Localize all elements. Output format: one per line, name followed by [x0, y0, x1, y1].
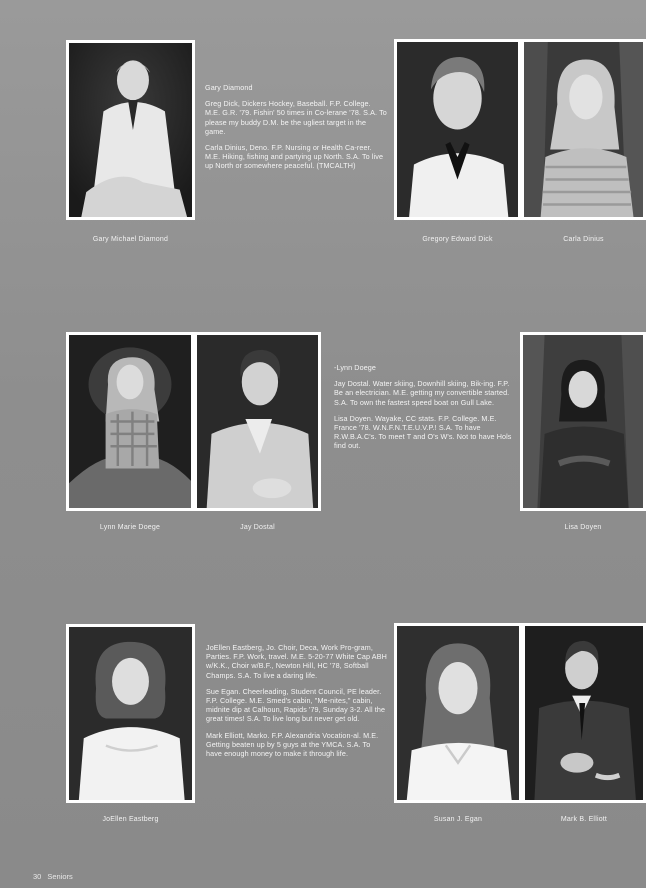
- bio-doyen: Lisa Doyen. Wayake, CC stats. F.P. College. M.E. France '78. W.N.F.N.T.E.U.V.P.! S.A. To have R.W.B.A.C's. To meet T and O's W's. Not to have Hols find out.: [334, 413, 512, 451]
- portrait-lynn-doege: [66, 332, 194, 511]
- bio-diamond: Gary Diamond: [205, 83, 253, 92]
- bio-dick: Greg Dick, Dickers Hockey, Baseball. F.P. College. M.E. G.R. '79. Fishin' 50 times in Co-lerane '78. S.A. To please my buddy D.M. be the ugliest target in the game.: [205, 99, 387, 136]
- caption-susan-egan: Susan J. Egan: [433, 816, 483, 823]
- bio-dinius: Carla Dinius, Deno. F.P. Nursing or Health Ca-reer. M.E. Hiking, fishing and partying up North. S.A. To live up North or somewhere peaceful. (TMCALTH): [205, 143, 384, 171]
- bio-block-3: [206, 643, 388, 765]
- bio-block-1: [205, 83, 387, 178]
- caption-lisa-doyen: Lisa Doyen: [564, 524, 602, 531]
- caption-lynn-doege: Lynn Marie Doege: [99, 524, 161, 531]
- caption-jay-dostal: Jay Dostal: [240, 524, 275, 531]
- portrait-gary-diamond: [66, 40, 195, 220]
- page-folio: [33, 872, 79, 881]
- bio-elliott: Mark Elliott, Marko. F.P. Alexandria Vocation-al. M.E. Getting beaten up by 5 guys at the YMCA. S.A. To have enough money to make it through life.: [206, 730, 379, 759]
- caption-carla-dinius: Carla Dinius: [563, 236, 604, 243]
- caption-gary-diamond: Gary Michael Diamond: [92, 236, 169, 243]
- portrait-jay-dostal: [194, 332, 321, 511]
- page-number: 30: [33, 872, 42, 881]
- bio-egan: Sue Egan. Cheerleading, Student Council, PE leader. F.P. College. M.E. Smed's cabin, "Me-nites," cabin, midnite dip at Calhoun, Rapids '79, Sunday 3-2. All the great times! S.A. To live long but never get old.: [206, 686, 386, 724]
- portrait-gregory-dick: [394, 39, 521, 220]
- section-name: Seniors: [47, 872, 73, 881]
- portrait-lisa-doyen: [520, 332, 646, 511]
- bio-block-2: [334, 363, 514, 458]
- bio-dostal: Jay Dostal. Water skiing, Downhill skiing, Bik-ing. F.P. Be an electrician. M.E. getting my convertible started. S.A. To own the fastest speed boat on Gull Lake.: [334, 379, 510, 407]
- portrait-mark-elliott: [522, 623, 646, 803]
- caption-mark-elliott: Mark B. Elliott: [560, 816, 608, 823]
- portrait-susan-egan: [394, 623, 522, 803]
- caption-gregory-dick: Gregory Edward Dick: [422, 236, 493, 243]
- bio-eastberg: JoEllen Eastberg, Jo. Choir, Deca, Work Pro-gram, Parties. F.P. Work, travel. M.E. 5-20-77 White Cap ABH w/K.K., Choir w/B.F., Newton Hill, HC '78, Softball Champs. S.A. To live a daring life.: [206, 643, 387, 680]
- portrait-joellen-eastberg: [66, 624, 195, 803]
- portrait-carla-dinius: [521, 39, 646, 220]
- bio-doege: -Lynn Doege: [334, 363, 376, 372]
- caption-joellen-eastberg: JoEllen Eastberg: [102, 816, 159, 823]
